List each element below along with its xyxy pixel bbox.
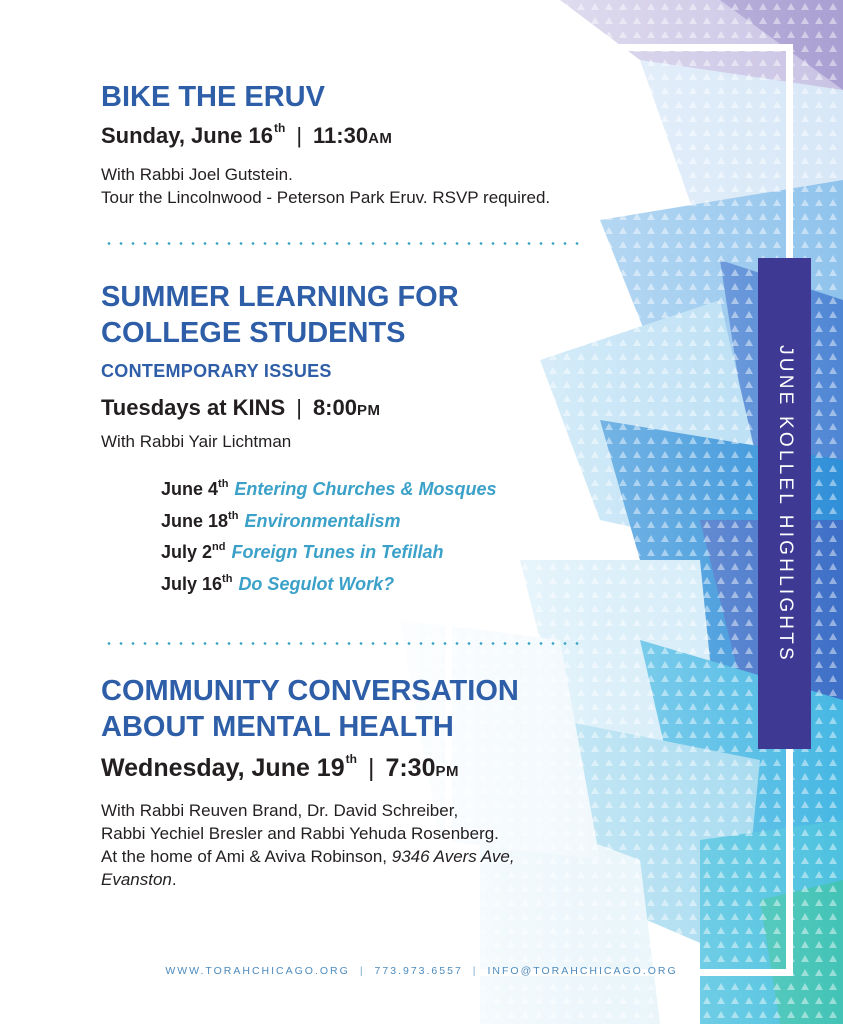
topic-title: Entering Churches & Mosques: [234, 479, 497, 499]
time-separator: |: [367, 754, 375, 782]
topic-date: June 18th: [161, 509, 239, 531]
detail-line: Tour the Lincolnwood - Peterson Park Eruv. RSVP required.: [101, 188, 551, 207]
event-day: Tuesdays at KINS: [101, 395, 286, 420]
website-link[interactable]: WWW.TORAHCHICAGO.ORG: [165, 965, 350, 977]
topic-item: [161, 479, 496, 511]
title-line: COLLEGE STUDENTS: [101, 317, 406, 349]
city-text: Evanston: [101, 870, 172, 889]
title-line: COMMUNITY CONVERSATION: [101, 675, 519, 707]
event-details-summer: [101, 430, 291, 453]
topic-item: [161, 542, 496, 574]
topic-title: Environmentalism: [244, 510, 401, 531]
event-time: 11:30: [313, 123, 369, 148]
event-title-community: [101, 673, 519, 745]
topic-item: [161, 511, 496, 543]
footer-separator: |: [359, 965, 365, 977]
event-time: 7:30: [385, 754, 436, 782]
topic-list: [161, 479, 496, 605]
detail-line: With Rabbi Reuven Brand, Dr. David Schreiber,: [101, 801, 459, 820]
event-ampm: PM: [356, 402, 381, 419]
detail-line: With Rabbi Yair Lichtman: [101, 432, 292, 451]
topic-title: Do Segulot Work?: [238, 573, 395, 594]
address-text: 9346 Avers Ave,: [391, 847, 515, 866]
title-line: SUMMER LEARNING FOR: [101, 281, 459, 313]
dotted-divider: [103, 242, 583, 245]
phone-number[interactable]: 773.973.6557: [374, 965, 463, 977]
event-datetime-summer: [101, 395, 380, 421]
topic-title: Foreign Tunes in Tefillah: [231, 542, 444, 562]
footer-contact: [0, 965, 843, 977]
event-day: Wednesday, June 19: [101, 754, 345, 782]
topic-date: July 2nd: [161, 541, 226, 562]
location-text: At the home of Ami & Aviva Robinson,: [101, 847, 392, 866]
date-suffix: th: [273, 121, 286, 135]
detail-line: With Rabbi Joel Gutstein.: [101, 165, 293, 184]
dotted-divider: [103, 642, 583, 645]
event-time: 8:00: [312, 395, 357, 420]
date-suffix: th: [345, 752, 357, 766]
event-ampm: AM: [368, 130, 393, 147]
topic-item: [161, 574, 496, 606]
detail-line: Rabbi Yechiel Bresler and Rabbi Yehuda Rosenberg.: [101, 824, 499, 843]
banner-label: JUNE KOLLEL HIGHLIGHTS: [774, 344, 796, 663]
title-line: ABOUT MENTAL HEALTH: [101, 711, 454, 743]
email-link[interactable]: INFO@TORAHCHICAGO.ORG: [487, 965, 678, 977]
event-datetime-community: [101, 754, 459, 783]
event-details-bike: [101, 163, 550, 209]
event-title-summer: [101, 279, 459, 351]
event-title-bike: BIKE THE ERUV: [101, 81, 325, 113]
event-details-community: With Rabbi Reuven Brand, Dr. David Schreiber, Rabbi Yechiel Bresler and Rabbi Yehuda Rosenberg. At the home of Ami & Aviva Robinson, 9346 Avers Ave, Evanston.: [101, 801, 515, 889]
event-day: Sunday, June 16: [101, 123, 273, 148]
topic-date: June 4th: [161, 478, 229, 499]
time-separator: |: [296, 123, 303, 148]
event-ampm: PM: [435, 763, 459, 780]
time-separator: |: [296, 395, 302, 420]
event-datetime-bike: [101, 123, 392, 149]
topic-date: July 16th: [161, 572, 233, 594]
footer-separator: |: [472, 965, 478, 977]
event-subtitle: CONTEMPORARY ISSUES: [101, 361, 332, 381]
